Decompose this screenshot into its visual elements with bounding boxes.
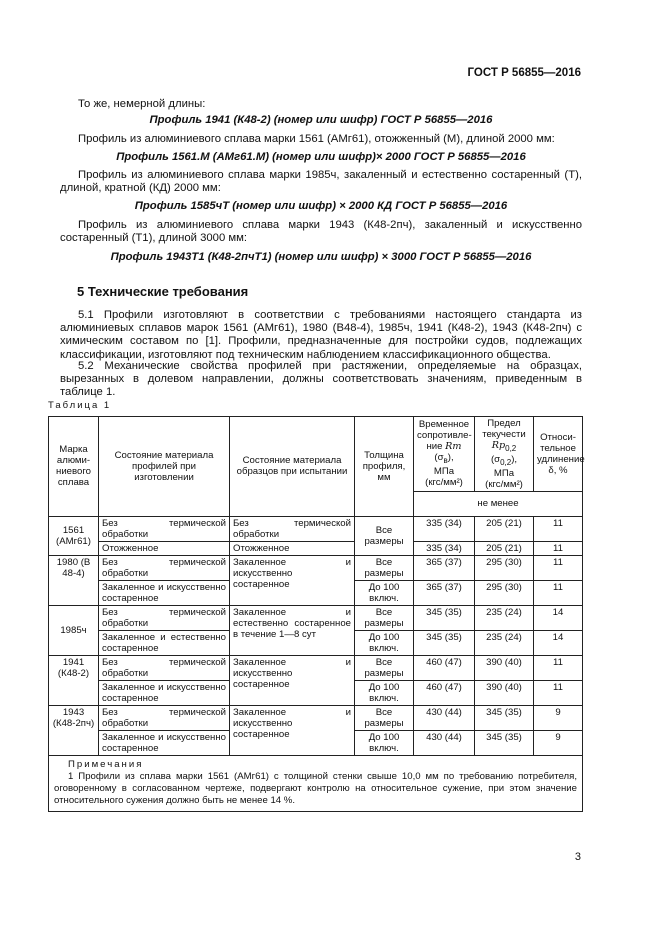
rp-cell: 390 (40) [475,680,534,705]
rm-cell: 335 (34) [414,516,475,541]
mfg-cell: Закаленное и естественно состаренное [99,630,230,655]
test-cell: Закаленное и искусственно состаренное [230,705,355,755]
paragraph: Профиль из алюминиевого сплава марки 1985ч, закаленный и естественно состаренный (Т), длиной, кратной (КД) 2000 мм: [60,169,582,195]
table-caption: Таблица 1 [48,400,112,411]
rm-cell: 365 (37) [414,555,475,580]
doc-code-header: ГОСТ Р 56855—2016 [467,67,581,79]
mfg-cell: Закаленное и искусственно состаренное [99,680,230,705]
rm-cell: 460 (47) [414,680,475,705]
header-elongation: Относи- тельное удлинение δ, % [534,417,583,492]
thickness-cell: До 100 включ. [355,680,414,705]
grade-cell: 1980 (В 48-4) [49,555,99,605]
thickness-cell: Все размеры [355,705,414,730]
formula-line: Профиль 1943Т1 (К48-2пчТ1) (номер или шифр) × 3000 ГОСТ Р 56855—2016 [110,251,532,263]
mfg-cell: Закаленное и искусственно состаренное [99,580,230,605]
thickness-cell: Все размеры [355,655,414,680]
elong-cell: 9 [534,705,583,730]
rp-cell: 345 (35) [475,705,534,730]
rm-cell: 345 (35) [414,605,475,630]
paragraph-5-1: 5.1 Профили изготовляют в соответствии с требованиями настоящего стандарта из алюминиевых сплавов марок 1561 (АМг61), 1980 (В48-4), 1985ч, 1941 (К48-2), 1943 (К48-2пч) с химическим составом по [1]. Профили, предназначенные для постройки судов, подлежащих классификации, изготовляют под техническим наблюдением классификационного общества. [60,309,582,361]
thickness-cell: Все размеры [355,516,414,555]
thickness-cell: До 100 включ. [355,730,414,755]
test-cell: Закаленное и искусственно состаренное [230,655,355,705]
elong-cell: 11 [534,516,583,541]
test-cell: Закаленное и искусственно состаренное [230,555,355,605]
mfg-cell: Без термической обработки [99,705,230,730]
mfg-cell: Без термической обработки [99,555,230,580]
rm-cell: 430 (44) [414,705,475,730]
formula-line: Профиль 1585чТ (номер или шифр) × 2000 КД ГОСТ Р 56855—2016 [134,200,508,212]
rp-cell: 235 (24) [475,605,534,630]
header-min: не менее [414,491,583,516]
thickness-cell: Все размеры [355,555,414,580]
grade-cell: 1943 (К48-2пч) [49,705,99,755]
elong-cell: 11 [534,680,583,705]
thickness-cell: До 100 включ. [355,580,414,605]
elong-cell: 11 [534,655,583,680]
test-cell: Отожженное [230,541,355,555]
mfg-cell: Без термической обработки [99,605,230,630]
rp-cell: 235 (24) [475,630,534,655]
elong-cell: 11 [534,541,583,555]
elong-cell: 11 [534,580,583,605]
paragraph: Профиль из алюминиевого сплава марки 1561 (АМг61), отожженный (М), длиной 2000 мм: [78,133,555,145]
header-state-test: Состояние материала образцов при испытании [230,417,355,517]
header-thickness: Толщина профиля, мм [355,417,414,517]
rp-cell: 295 (30) [475,555,534,580]
section-title: 5 Технические требования [77,284,249,299]
table-notes [49,755,583,811]
elong-cell: 11 [534,555,583,580]
grade-cell: 1941 (К48-2) [49,655,99,705]
header-yield: Предел текучести $Rp_{0,2}$ $(\sigma_{0,2})$, МПа (кгс/мм²) [475,417,534,492]
elong-cell: 9 [534,730,583,755]
page-number: 3 [574,851,581,863]
rp-cell: 205 (21) [475,516,534,541]
properties-table [48,416,583,812]
grade-cell: 1985ч [49,605,99,655]
rm-cell: 365 (37) [414,580,475,605]
test-cell: Закаленное и естественно состаренное в течение 1—8 сут [230,605,355,655]
elong-cell: 14 [534,630,583,655]
elong-cell: 14 [534,605,583,630]
header-state-mfg: Состояние материала профилей при изготовлении [99,417,230,517]
paragraph-5-2: 5.2 Механические свойства профилей при растяжении, определяемые на образцах, вырезанных в долевом направлении, должны соответствовать значениям, приведенным в таблице 1. [60,360,582,399]
test-cell: Без термической обработки [230,516,355,541]
mfg-cell: Закаленное и искусственно состаренное [99,730,230,755]
rp-cell: 205 (21) [475,541,534,555]
mfg-cell: Отожженное [99,541,230,555]
note-1: 1 Профили из сплава марки 1561 (АМг61) с толщиной стенки свыше 10,0 мм по требованию потребителя, оговоренному в согласованном чертеже, подвергают контролю на относительное сужение, при этом значение относительного сужения должно быть не менее 14 %. [54,770,577,806]
rm-cell: 335 (34) [414,541,475,555]
grade-cell: 1561 (АМг61) [49,516,99,555]
paragraph: Профиль из алюминиевого сплава марки 1943 (К48-2пч), закаленный и искусственно состаренный (Т1), длиной 3000 мм: [60,219,582,245]
formula-line: Профиль 1561.М (АМг61.М) (номер или шифр)× 2000 ГОСТ Р 56855—2016 [116,151,526,163]
rm-cell: 460 (47) [414,655,475,680]
rm-cell: 430 (44) [414,730,475,755]
paragraph: То же, немерной длины: [78,98,206,110]
header-grade: Марка алюми- ниевого сплава [49,417,99,517]
rm-cell: 345 (35) [414,630,475,655]
mfg-cell: Без термической обработки [99,655,230,680]
thickness-cell: До 100 включ. [355,630,414,655]
rp-cell: 390 (40) [475,655,534,680]
header-tensile: Временное сопротивле- ние Rm $(\sigma_в)$, МПа (кгс/мм²) [414,417,475,492]
notes-title: Примечания [68,758,144,770]
rp-cell: 295 (30) [475,580,534,605]
mfg-cell: Без термической обработки [99,516,230,541]
rp-cell: 345 (35) [475,730,534,755]
thickness-cell: Все размеры [355,605,414,630]
formula-line: Профиль 1941 (К48-2) (номер или шифр) ГОСТ Р 56855—2016 [149,114,493,126]
